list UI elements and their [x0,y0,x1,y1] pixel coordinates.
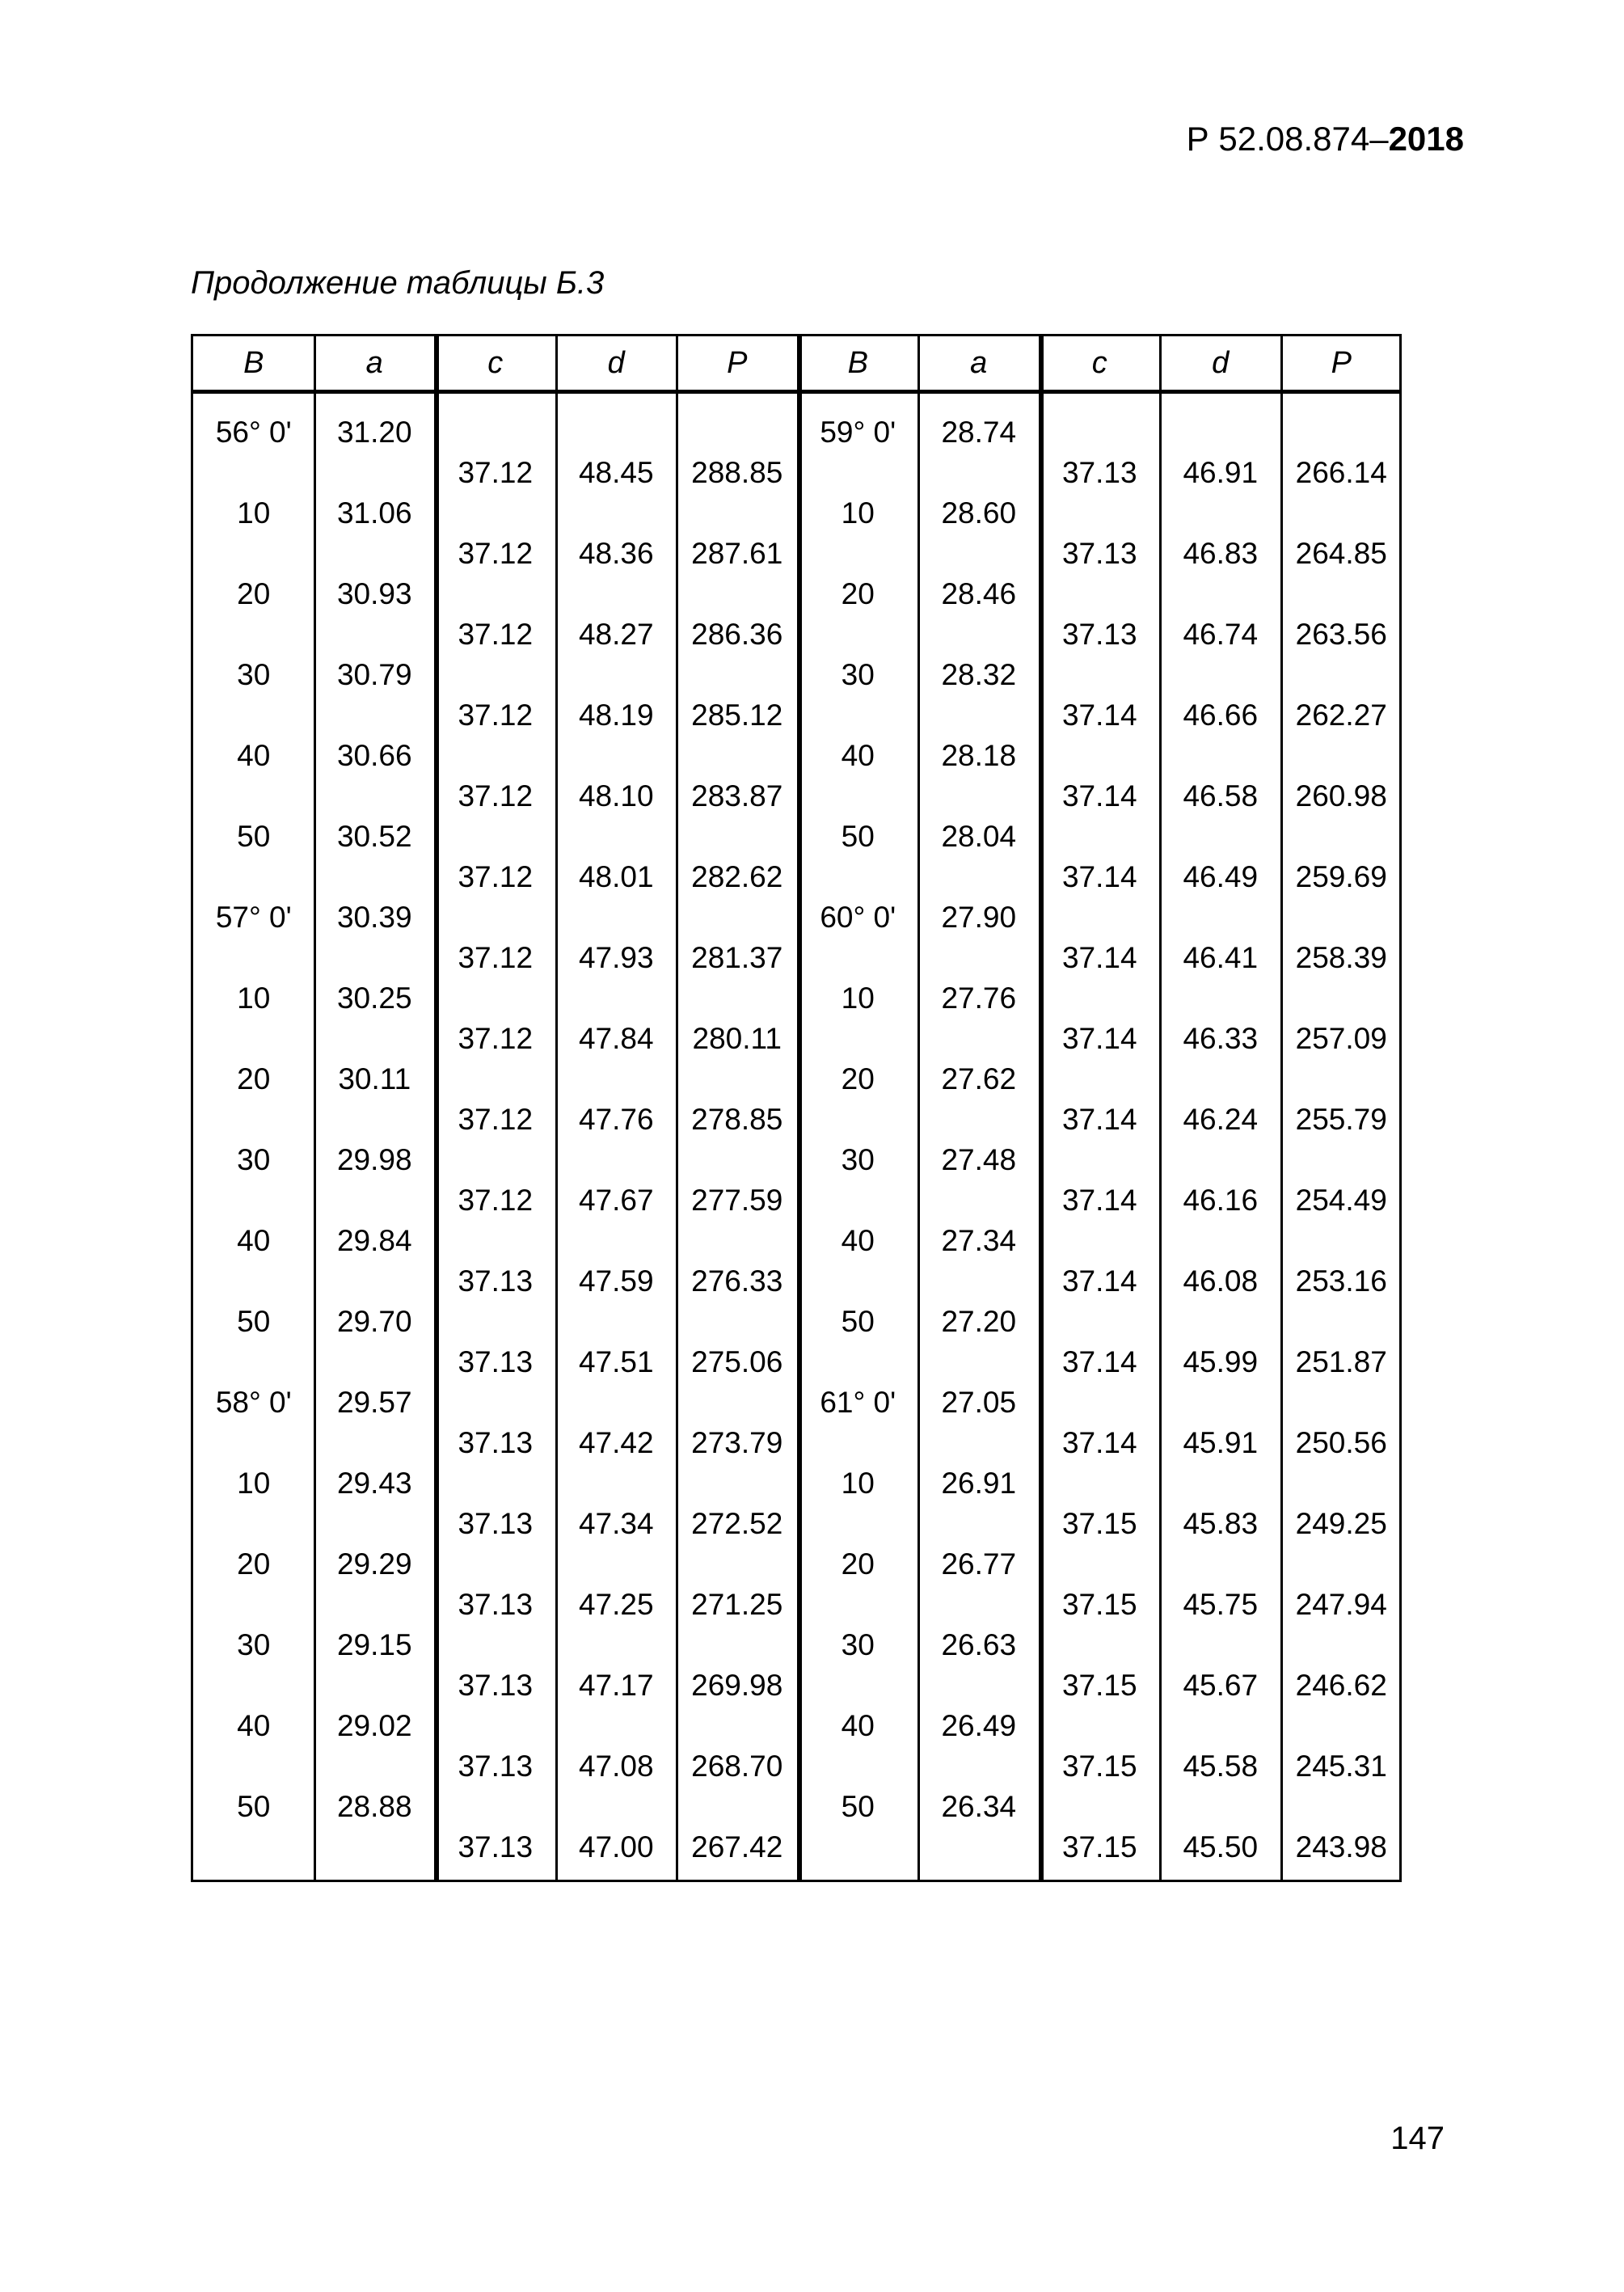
cell-left-d: 48.01 [578,860,654,893]
cell-right-a: 27.76 [941,981,1017,1015]
table-caption: Продолжение таблицы Б.3 [191,265,605,301]
cell-left-c: 37.12 [458,1022,534,1055]
cell-right-d: 46.49 [1183,860,1259,893]
cell-right-d: 45.83 [1183,1507,1259,1540]
cell-left-b: 10 [237,496,271,530]
cell-left-c: 37.12 [458,779,534,813]
cell-left-p: 268.70 [691,1750,783,1783]
cell-left-c: 37.13 [458,1830,534,1864]
cell-right-b: 30 [841,658,875,691]
cell-right-p: 249.25 [1295,1507,1387,1540]
cell-right-a: 28.46 [941,577,1017,610]
cell-left-b: 20 [237,577,271,610]
document-code-main: Р 52.08.874– [1186,120,1389,158]
cell-left-a: 28.88 [336,1790,412,1823]
cell-right-b: 20 [841,1062,875,1095]
cell-left-b: 10 [237,981,271,1015]
cell-left-p: 272.52 [691,1507,783,1540]
cell-left-c: 37.12 [458,699,534,732]
cell-left-d: 48.19 [578,699,654,732]
header-cell-left-b: B [243,345,264,380]
cell-right-p: 245.31 [1295,1750,1387,1783]
cell-right-p: 251.87 [1295,1345,1387,1378]
cell-right-d: 45.75 [1183,1588,1259,1621]
cell-left-p: 285.12 [691,699,783,732]
cell-right-p: 260.98 [1295,779,1387,813]
cell-right-p: 258.39 [1295,941,1387,974]
cell-left-c: 37.13 [458,1264,534,1298]
cell-left-d: 47.00 [578,1830,654,1864]
cell-left-d: 48.36 [578,537,654,570]
cell-left-c: 37.12 [458,860,534,893]
cell-left-a: 31.06 [336,496,412,530]
cell-left-a: 31.20 [336,416,412,449]
cell-right-d: 46.41 [1183,941,1259,974]
cell-left-a: 29.98 [336,1143,412,1176]
cell-left-a: 29.15 [336,1628,412,1661]
cell-left-c: 37.12 [458,941,534,974]
cell-left-d: 47.84 [578,1022,654,1055]
cell-right-c: 37.14 [1061,1103,1137,1136]
cell-left-p: 269.98 [691,1669,783,1702]
document-code-year: 2018 [1388,120,1464,158]
cell-left-c: 37.12 [458,1184,534,1217]
cell-right-a: 26.63 [941,1628,1017,1661]
cell-left-a: 29.70 [336,1305,412,1338]
cell-right-c: 37.14 [1061,1264,1137,1298]
cell-left-d: 47.93 [578,941,654,974]
cell-right-c: 37.15 [1061,1669,1137,1702]
cell-left-c: 37.12 [458,456,534,489]
cell-left-b: 20 [237,1062,271,1095]
cell-left-p: 278.85 [691,1103,783,1136]
cell-left-p: 271.25 [691,1588,783,1621]
cell-right-d: 46.91 [1183,456,1259,489]
cell-right-p: 262.27 [1295,699,1387,732]
header-cell-right-b: B [847,345,868,380]
cell-right-a: 28.60 [941,496,1017,530]
cell-right-a: 27.62 [941,1062,1017,1095]
cell-right-c: 37.14 [1061,860,1137,893]
cell-left-p: 276.33 [691,1264,783,1298]
cell-right-a: 28.74 [941,416,1017,449]
header-cell-left-a: a [365,345,383,380]
cell-right-p: 266.14 [1295,456,1387,489]
cell-right-c: 37.15 [1061,1750,1137,1783]
cell-right-b: 40 [841,1709,875,1742]
cell-left-b: 40 [237,739,271,772]
cell-left-b: 30 [237,1628,271,1661]
cell-right-p: 255.79 [1295,1103,1387,1136]
cell-right-p: 264.85 [1295,537,1387,570]
cell-right-c: 37.15 [1061,1507,1137,1540]
cell-left-p: 275.06 [691,1345,783,1378]
cell-left-p: 286.36 [691,618,783,651]
cell-right-a: 27.05 [941,1386,1017,1419]
cell-left-a: 29.02 [336,1709,412,1742]
cell-right-a: 26.49 [941,1709,1017,1742]
header-cell-right-p: P [1331,345,1352,380]
cell-right-b: 40 [841,1224,875,1257]
header-cell-left-d: d [607,345,625,380]
cell-left-b: 56° 0' [215,416,292,449]
cell-right-d: 46.58 [1183,779,1259,813]
cell-left-a: 30.11 [338,1062,411,1095]
cell-left-d: 47.42 [578,1426,654,1459]
cell-right-a: 27.20 [941,1305,1017,1338]
cell-left-b: 58° 0' [215,1386,292,1419]
data-table [191,334,1402,1882]
cell-left-c: 37.12 [458,618,534,651]
cell-left-b: 30 [237,1143,271,1176]
cell-right-a: 27.48 [941,1143,1017,1176]
header-cell-right-d: d [1212,345,1230,380]
cell-right-d: 46.66 [1183,699,1259,732]
cell-left-p: 283.87 [691,779,783,813]
cell-right-c: 37.13 [1061,456,1137,489]
cell-left-d: 48.10 [578,779,654,813]
cell-left-c: 37.13 [458,1345,534,1378]
cell-left-c: 37.12 [458,1103,534,1136]
cell-right-c: 37.14 [1061,699,1137,732]
cell-right-p: 247.94 [1295,1588,1387,1621]
cell-left-a: 30.79 [336,658,412,691]
cell-left-b: 50 [237,1305,271,1338]
cell-right-p: 246.62 [1295,1669,1387,1702]
cell-right-b: 40 [841,739,875,772]
cell-right-a: 26.77 [941,1547,1017,1581]
cell-right-p: 253.16 [1295,1264,1387,1298]
cell-right-b: 20 [841,1547,875,1581]
cell-right-p: 254.49 [1295,1184,1387,1217]
cell-left-a: 30.52 [336,820,412,853]
cell-right-d: 46.83 [1183,537,1259,570]
cell-right-c: 37.14 [1061,1184,1137,1217]
cell-left-d: 48.45 [578,456,654,489]
cell-right-c: 37.14 [1061,1345,1137,1378]
cell-left-d: 47.67 [578,1184,654,1217]
cell-right-d: 45.91 [1183,1426,1259,1459]
cell-right-c: 37.14 [1061,1022,1137,1055]
cell-right-d: 46.33 [1183,1022,1259,1055]
cell-right-a: 27.90 [941,901,1017,934]
cell-right-c: 37.13 [1061,618,1137,651]
cell-left-p: 280.11 [692,1022,782,1055]
cell-right-c: 37.15 [1061,1830,1137,1864]
cell-left-a: 30.66 [336,739,412,772]
cell-right-b: 50 [841,820,875,853]
cell-left-a: 30.93 [336,577,412,610]
cell-left-c: 37.12 [458,537,534,570]
cell-left-c: 37.13 [458,1750,534,1783]
cell-right-d: 45.50 [1183,1830,1259,1864]
cell-left-p: 282.62 [691,860,783,893]
cell-right-p: 243.98 [1295,1830,1387,1864]
cell-left-a: 29.57 [336,1386,412,1419]
cell-left-c: 37.13 [458,1669,534,1702]
cell-right-c: 37.14 [1061,941,1137,974]
cell-right-p: 259.69 [1295,860,1387,893]
cell-right-b: 30 [841,1628,875,1661]
cell-left-d: 47.17 [578,1669,654,1702]
cell-left-d: 47.59 [578,1264,654,1298]
cell-right-p: 257.09 [1295,1022,1387,1055]
header-cell-right-a: a [970,345,988,380]
cell-right-a: 26.34 [941,1790,1017,1823]
cell-left-p: 287.61 [691,537,783,570]
cell-right-a: 27.34 [941,1224,1017,1257]
cell-left-d: 47.76 [578,1103,654,1136]
cell-left-b: 20 [237,1547,271,1581]
document-code [1187,120,1464,158]
cell-right-p: 263.56 [1295,618,1387,651]
header-cell-left-p: P [727,345,748,380]
cell-left-d: 48.27 [578,618,654,651]
cell-right-a: 28.04 [941,820,1017,853]
cell-right-c: 37.15 [1061,1588,1137,1621]
cell-right-d: 45.58 [1183,1750,1259,1783]
cell-right-c: 37.14 [1061,779,1137,813]
cell-right-d: 46.16 [1183,1184,1259,1217]
cell-left-b: 40 [237,1709,271,1742]
cell-right-b: 61° 0' [820,1386,896,1419]
cell-right-b: 10 [841,1467,875,1500]
cell-left-p: 281.37 [691,941,783,974]
cell-right-a: 28.32 [941,658,1017,691]
cell-right-b: 60° 0' [820,901,896,934]
cell-left-d: 47.08 [578,1750,654,1783]
cell-right-c: 37.13 [1061,537,1137,570]
cell-left-d: 47.34 [578,1507,654,1540]
cell-left-b: 50 [237,820,271,853]
cell-right-d: 45.67 [1183,1669,1259,1702]
cell-left-a: 29.43 [336,1467,412,1500]
cell-right-a: 28.18 [941,739,1017,772]
cell-right-a: 26.91 [941,1467,1017,1500]
cell-left-p: 277.59 [691,1184,783,1217]
cell-right-b: 50 [841,1790,875,1823]
cell-right-b: 30 [841,1143,875,1176]
cell-right-d: 46.74 [1183,618,1259,651]
cell-right-b: 10 [841,981,875,1015]
cell-left-b: 40 [237,1224,271,1257]
cell-right-b: 50 [841,1305,875,1338]
cell-left-d: 47.25 [578,1588,654,1621]
cell-right-d: 46.24 [1183,1103,1259,1136]
page-number: 147 [1390,2121,1445,2156]
cell-left-b: 10 [237,1467,271,1500]
cell-left-a: 30.39 [336,901,412,934]
cell-left-a: 30.25 [336,981,412,1015]
header-cell-right-c: c [1091,345,1107,380]
cell-right-d: 46.08 [1183,1264,1259,1298]
cell-left-p: 267.42 [691,1830,783,1864]
cell-left-c: 37.13 [458,1426,534,1459]
cell-right-b: 20 [841,577,875,610]
cell-left-c: 37.13 [458,1588,534,1621]
cell-right-b: 10 [841,496,875,530]
cell-right-p: 250.56 [1295,1426,1387,1459]
cell-left-a: 29.84 [336,1224,412,1257]
cell-right-b: 59° 0' [820,416,896,449]
cell-left-d: 47.51 [578,1345,654,1378]
cell-left-a: 29.29 [336,1547,412,1581]
cell-right-d: 45.99 [1183,1345,1259,1378]
cell-left-b: 50 [237,1790,271,1823]
cell-left-c: 37.13 [458,1507,534,1540]
cell-left-b: 30 [237,658,271,691]
cell-left-b: 57° 0' [215,901,292,934]
cell-left-p: 273.79 [691,1426,783,1459]
cell-left-p: 288.85 [691,456,783,489]
header-cell-left-c: c [487,345,504,380]
cell-right-c: 37.14 [1061,1426,1137,1459]
